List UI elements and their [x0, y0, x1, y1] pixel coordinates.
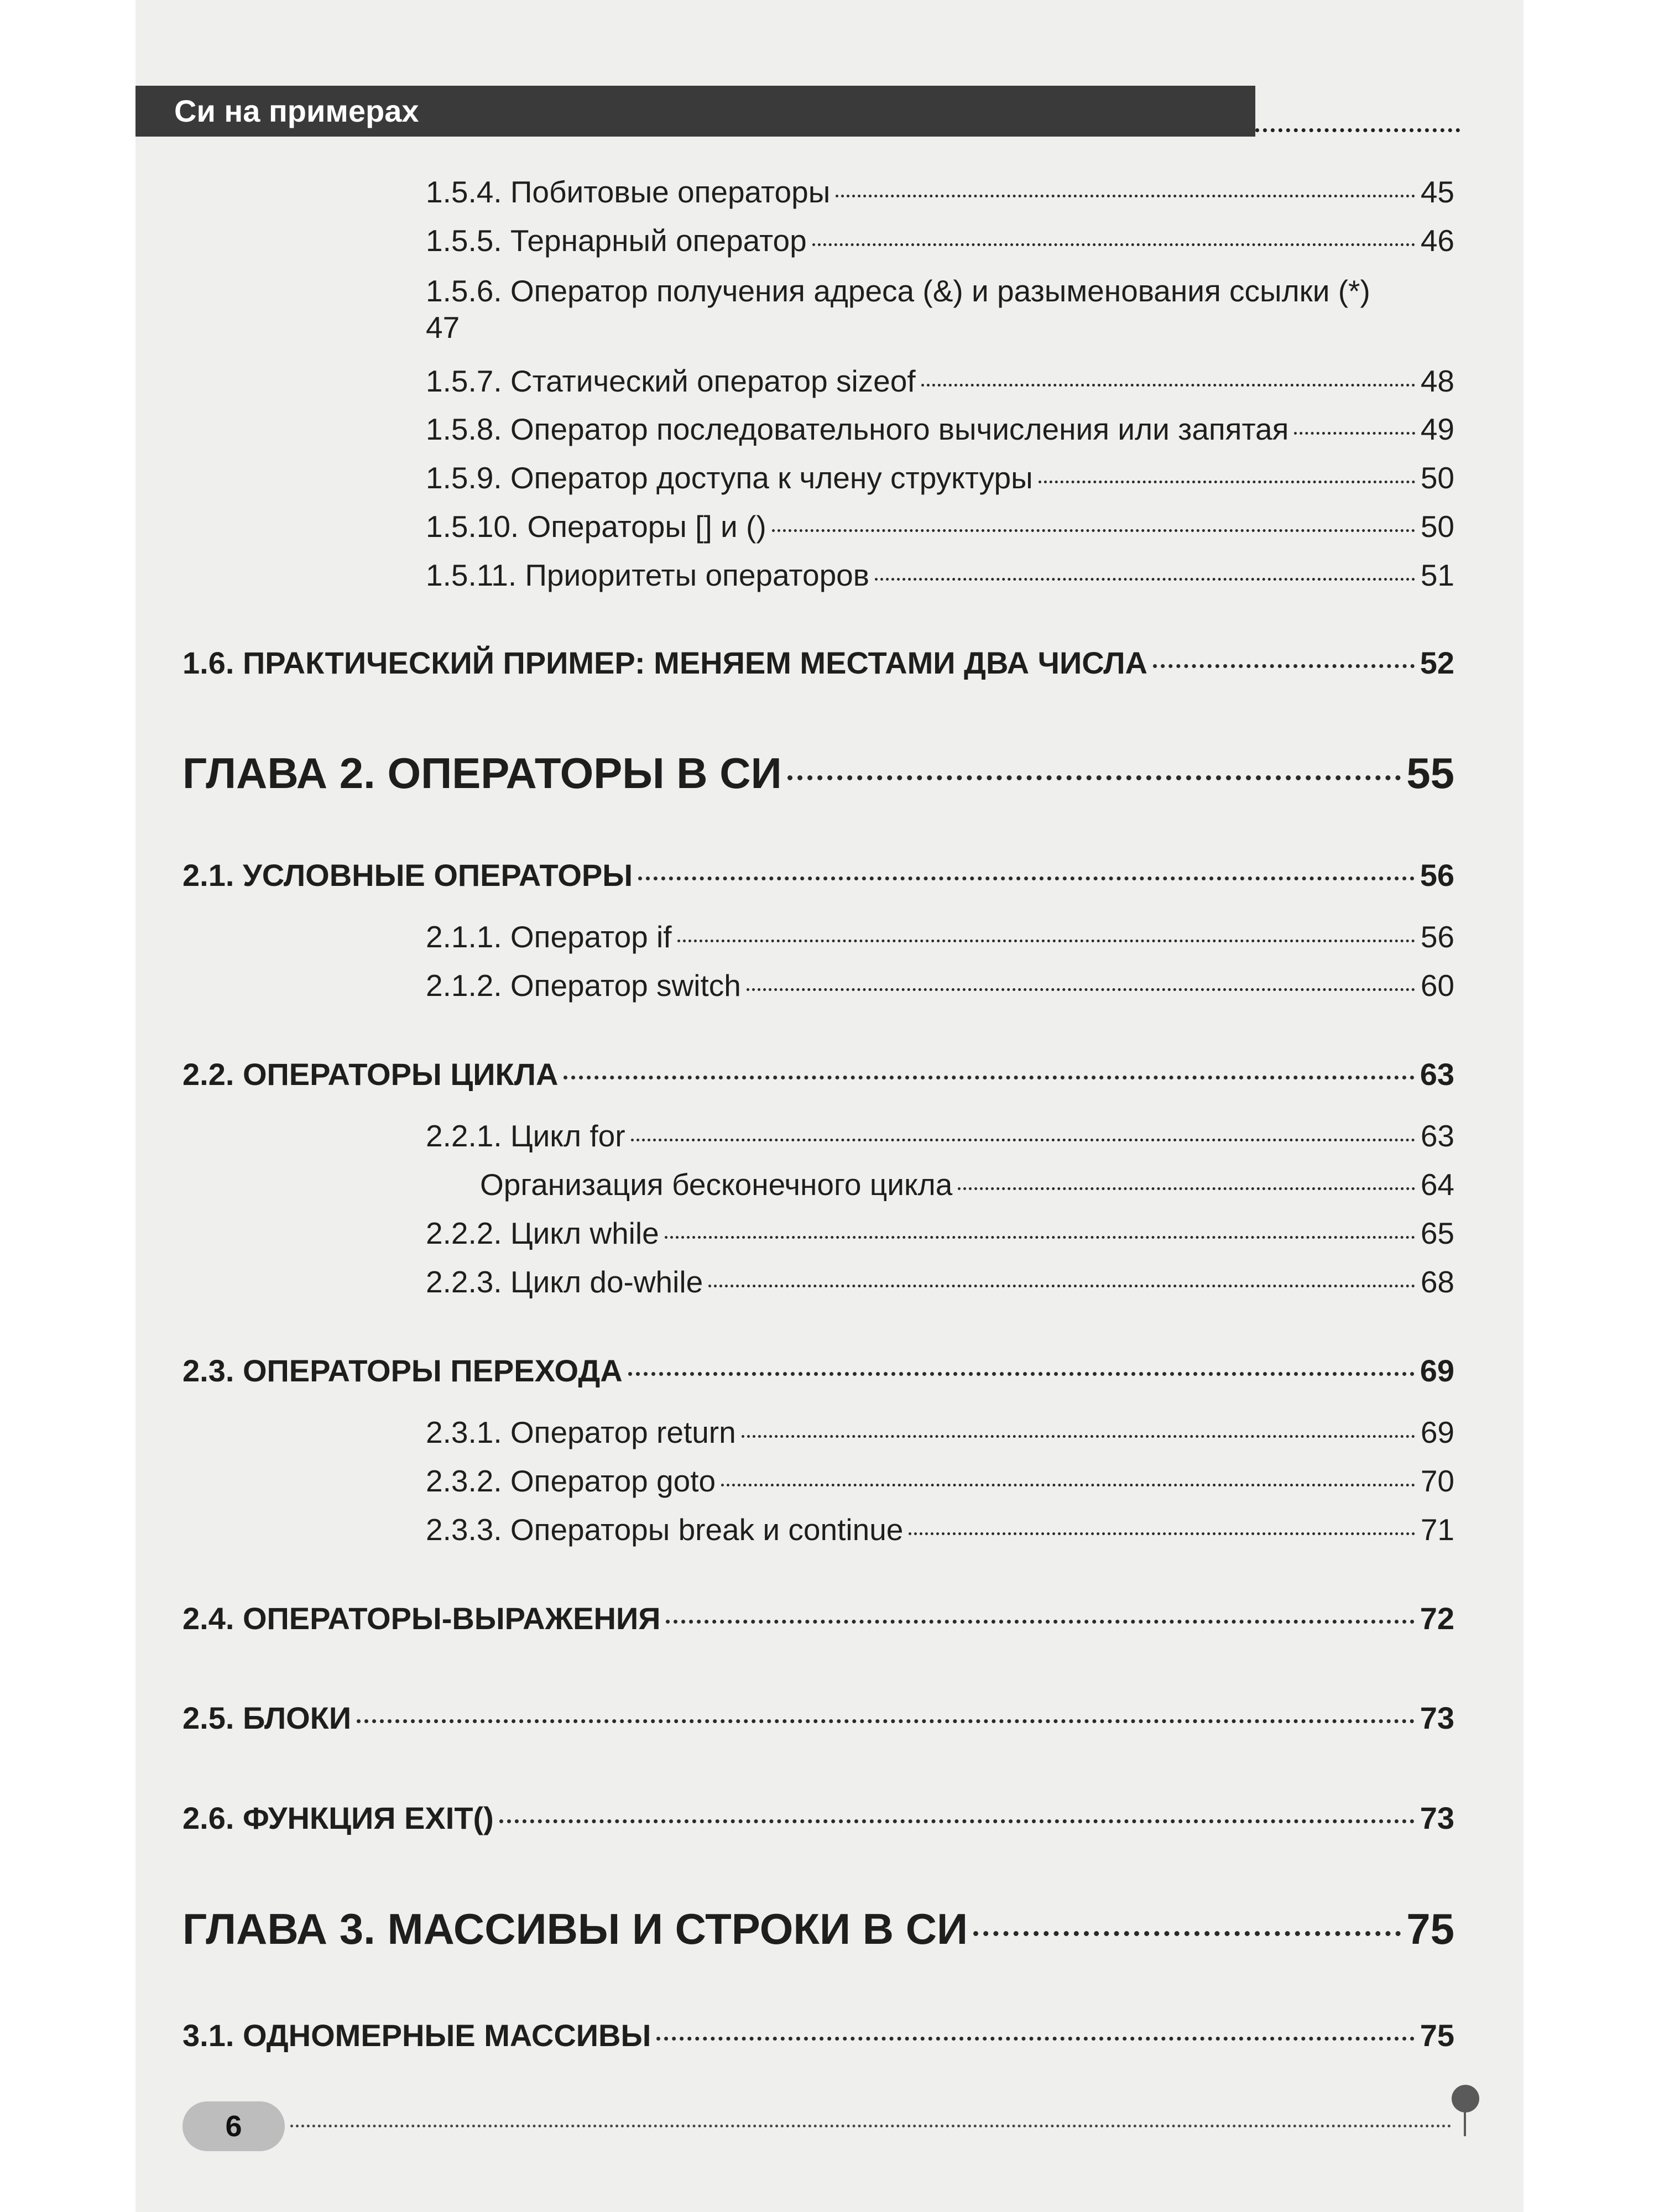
toc-section-title: 2.2. ОПЕРАТОРЫ ЦИКЛА — [182, 1057, 559, 1092]
toc-section-page: 63 — [1420, 1057, 1454, 1092]
footer-ornament-stem — [1464, 2111, 1466, 2136]
toc-entry-page: 48 — [1420, 364, 1454, 398]
dot-leader — [628, 1372, 1415, 1376]
toc-section-2-3 — [182, 1353, 1454, 1389]
toc-section-2-2 — [182, 1056, 1454, 1092]
toc-section-page: 56 — [1420, 858, 1454, 893]
toc-chapter-2 — [182, 748, 1454, 799]
dot-leader — [564, 1076, 1414, 1079]
dot-leader — [1153, 664, 1415, 668]
dot-leader — [656, 2037, 1414, 2041]
footer-dotted-rule — [290, 2125, 1452, 2127]
toc-subentry-infinite-loop — [480, 1167, 1454, 1202]
dot-leader — [973, 1931, 1401, 1936]
toc-entry-title: 2.3.3. Операторы break и continue — [426, 1512, 904, 1547]
toc-entry-page: 50 — [1420, 509, 1454, 544]
toc-section-title: 2.3. ОПЕРАТОРЫ ПЕРЕХОДА — [182, 1353, 623, 1388]
dot-leader — [747, 988, 1415, 991]
toc-entry-1-5-7 — [426, 363, 1454, 399]
toc-entry-title: 2.1.1. Оператор if — [426, 920, 672, 954]
toc-entry-2-1-2 — [426, 968, 1454, 1003]
dot-leader — [772, 529, 1415, 532]
toc-entry-title: 1.5.10. Операторы [] и () — [426, 509, 766, 544]
toc-entry-title: 1.5.11. Приоритеты операторов — [426, 558, 869, 592]
toc-section-title: 2.1. УСЛОВНЫЕ ОПЕРАТОРЫ — [182, 858, 633, 893]
dot-leader — [1294, 432, 1415, 435]
toc-entry-page: 64 — [1420, 1167, 1454, 1202]
toc-section-2-1 — [182, 857, 1454, 893]
toc-entry-title: 1.5.9. Оператор доступа к члену структуры — [426, 461, 1033, 495]
toc-section-page: 75 — [1420, 2018, 1454, 2053]
toc-entry-1-5-8 — [426, 411, 1454, 447]
toc-entry-page: 63 — [1420, 1119, 1454, 1153]
toc-entry-title: 2.3.2. Оператор goto — [426, 1464, 716, 1498]
toc-entry-page: 56 — [1420, 920, 1454, 954]
dot-leader — [357, 1719, 1415, 1723]
toc-entry-2-2-2 — [426, 1215, 1454, 1251]
dot-leader — [875, 578, 1415, 581]
toc-section-2-5 — [182, 1700, 1454, 1736]
toc-entry-title: Организация бесконечного цикла — [480, 1167, 953, 1202]
dot-leader — [721, 1484, 1415, 1486]
toc-entry-title: 1.5.4. Побитовые операторы — [426, 175, 831, 209]
toc-entry-2-3-1 — [426, 1415, 1454, 1450]
running-header — [135, 86, 1255, 137]
page-number: 6 — [225, 2110, 242, 2143]
dot-leader — [742, 1435, 1415, 1438]
toc-chapter-title: ГЛАВА 2. ОПЕРАТОРЫ В СИ — [182, 749, 782, 797]
toc-entry-1-5-4 — [426, 174, 1454, 210]
dot-leader — [836, 195, 1415, 197]
toc-entry-title: 2.2.2. Цикл while — [426, 1216, 659, 1250]
toc-entry-page: 47 — [426, 310, 460, 345]
dot-leader — [787, 775, 1401, 780]
dot-leader — [1039, 481, 1415, 483]
footer-ornament — [1452, 2085, 1479, 2112]
toc-section-title: 3.1. ОДНОМЕРНЫЕ МАССИВЫ — [182, 2018, 651, 2053]
book-title: Си на примерах — [174, 93, 419, 128]
toc-section-page: 69 — [1420, 1353, 1454, 1388]
toc-entry-title: 1.5.6. Оператор получения адреса (&) и разыменования ссылки (*) — [426, 274, 1370, 308]
toc-entry-page: 68 — [1420, 1265, 1454, 1299]
toc-entry-page: 49 — [1420, 412, 1454, 446]
dot-leader — [812, 243, 1415, 246]
toc-entry-1-5-5 — [426, 223, 1454, 258]
toc-entry-title: 1.5.7. Статический оператор sizeof — [426, 364, 916, 398]
toc-section-title: 2.5. БЛОКИ — [182, 1700, 352, 1735]
toc-entry-2-1-1 — [426, 919, 1454, 954]
toc-entry-title: 2.1.2. Оператор switch — [426, 968, 741, 1003]
toc-entry-title: 2.2.3. Цикл do-while — [426, 1265, 703, 1299]
toc-section-3-1 — [182, 2017, 1454, 2053]
toc-entry-page: 69 — [1420, 1415, 1454, 1449]
toc-section-2-4 — [182, 1600, 1454, 1636]
dot-leader — [666, 1620, 1414, 1624]
toc-chapter-page: 55 — [1406, 749, 1454, 797]
toc-entry-page: 70 — [1420, 1464, 1454, 1498]
toc-entry-page: 60 — [1420, 968, 1454, 1003]
toc-entry-page: 71 — [1420, 1512, 1454, 1547]
toc-section-page: 73 — [1420, 1801, 1454, 1835]
toc-entry-2-2-3 — [426, 1264, 1454, 1300]
toc-entry-page: 51 — [1420, 558, 1454, 592]
toc-section-2-6 — [182, 1800, 1454, 1836]
toc-chapter-title: ГЛАВА 3. МАССИВЫ И СТРОКИ В СИ — [182, 1905, 968, 1953]
dot-leader — [499, 1819, 1415, 1823]
toc-entry-page: 45 — [1420, 175, 1454, 209]
header-dotted-rule — [1255, 128, 1460, 132]
toc-section-title: 2.4. ОПЕРАТОРЫ-ВЫРАЖЕНИЯ — [182, 1601, 661, 1636]
dot-leader — [677, 940, 1415, 942]
toc-entry-1-5-11 — [426, 557, 1454, 593]
toc-entry-page: 50 — [1420, 461, 1454, 495]
toc-entry-title: 1.5.8. Оператор последовательного вычисления или запятая — [426, 412, 1289, 446]
toc-section-page: 73 — [1420, 1700, 1454, 1735]
dot-leader — [665, 1236, 1415, 1239]
page-number-badge — [182, 2101, 285, 2151]
dot-leader — [921, 384, 1415, 387]
toc-entry-1-5-10 — [426, 509, 1454, 544]
toc-entry-2-2-1 — [426, 1118, 1454, 1154]
dot-leader — [708, 1285, 1415, 1287]
toc-entry-1-5-9 — [426, 460, 1454, 495]
dot-leader — [631, 1139, 1415, 1141]
dot-leader — [909, 1532, 1415, 1535]
toc-entry-1-5-6 — [426, 273, 1460, 346]
dot-leader — [958, 1187, 1415, 1190]
toc-entry-page: 65 — [1420, 1216, 1454, 1250]
dot-leader — [638, 877, 1415, 880]
toc-chapter-page: 75 — [1406, 1905, 1454, 1953]
toc-section-page: 52 — [1420, 645, 1454, 680]
toc-section-1-6 — [182, 645, 1454, 681]
toc-section-page: 72 — [1420, 1601, 1454, 1636]
toc-entry-2-3-2 — [426, 1463, 1454, 1499]
toc-section-title: 1.6. ПРАКТИЧЕСКИЙ ПРИМЕР: МЕНЯЕМ МЕСТАМИ ДВА ЧИСЛА — [182, 645, 1147, 680]
toc-entry-title: 1.5.5. Тернарный оператор — [426, 223, 807, 258]
toc-chapter-3 — [182, 1904, 1454, 1954]
toc-entry-page: 46 — [1420, 223, 1454, 258]
toc-entry-title: 2.3.1. Оператор return — [426, 1415, 736, 1449]
toc-entry-title: 2.2.1. Цикл for — [426, 1119, 625, 1153]
toc-entry-2-3-3 — [426, 1512, 1454, 1547]
toc-section-title: 2.6. ФУНКЦИЯ EXIT() — [182, 1801, 494, 1835]
